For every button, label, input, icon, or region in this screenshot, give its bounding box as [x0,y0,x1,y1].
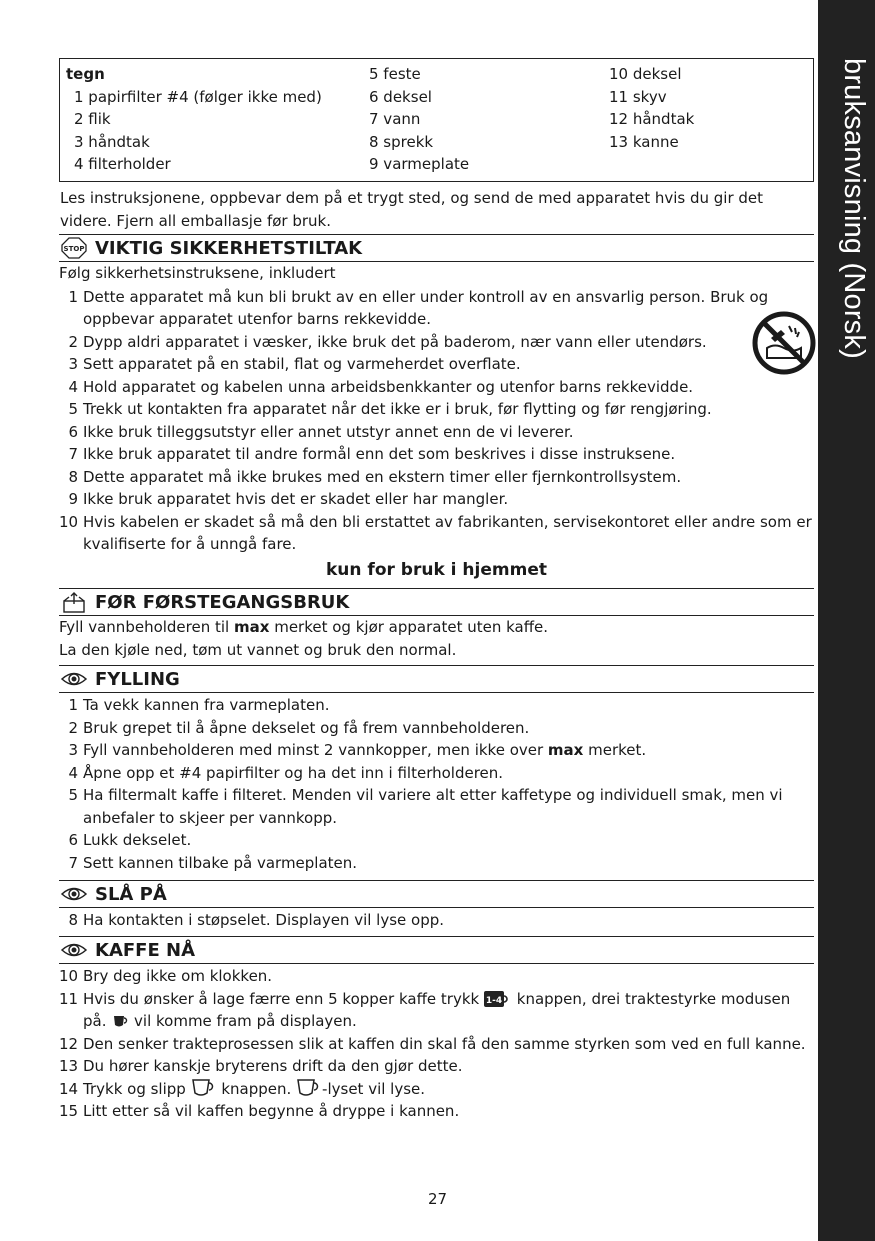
small-batch-button-icon [484,990,512,1008]
first-use-section [59,588,814,661]
legend-title: tegn [66,65,105,83]
first-use-line-1: Fyll vannbeholderen til max merket og kjør apparatet uten kaffe. [59,618,549,636]
list-item: 4 Hold apparatet og kabelen unna arbeidsbenkkanter og utenfor barns rekkevidde. [68,377,694,396]
first-use-heading [59,588,814,616]
list-item: 2 Dypp aldri apparatet i væsker, ikke bruk det på baderom, nær vann eller utendørs. [68,332,707,351]
no-water-warning-icon [751,310,817,376]
list-item: 7 Sett kannen tilbake på varmeplaten. [68,853,358,872]
list-item: 2 Bruk grepet til å åpne dekselet og få frem vannbeholderen. [68,718,530,737]
list-item: 7 Ikke bruk apparatet til andre formål enn det som beskrives i disse instruksene. [68,445,676,463]
filling-section [59,665,814,874]
list-item: 8 Dette apparatet må ikke brukes med en ekstern timer eller fjernkontrollsystem. [68,467,682,486]
safety-lead: Følg sikkerhetsinstruksene, inkludert [59,264,336,282]
filling-heading-text: FYLLING [95,668,180,690]
page-number: 27 [427,1190,448,1208]
legend-item: 13 kanne [609,132,679,151]
list-item: 6 Ikke bruk tilleggsutstyr eller annet utstyr annet enn de vi leverer. [68,422,574,441]
coffee-now-heading [59,936,814,964]
list-item: 3 Sett apparatet på en stabil, flat og varmeherdet overflate. [68,355,521,373]
list-item: 10 Hvis kabelen er skadet så må den bli erstattet av fabrikanten, servisekontoret eller andre som er kvalifiserte for å unngå fare. [59,512,812,553]
list-item: 5 Trekk ut kontakten fra apparatet når det ikke er i bruk, før flytting og før rengjøring. [68,400,712,418]
list-item: 5 Ha filtermalt kaffe i filteret. Menden vil variere alt etter kaffetype og individuell smak, men vi anbefaler to skjeer per vannkopp. [68,786,783,827]
legend-item: 3 håndtak [74,132,150,151]
intro-text: Les instruksjonene, oppbevar dem på et trygt sted, og send de med apparatet hvis du gir det videre. Fjern all emballasje før bruk. [60,189,764,230]
cup-button-icon [191,1078,217,1098]
list-item: 15 Litt etter så vil kaffen begynne å dryppe i kannen. [59,1102,460,1120]
list-item: 3 Fyll vannbeholderen med minst 2 vannkopper, men ikke over max merket. [68,741,647,759]
safety-list [59,286,814,556]
safety-section [59,234,814,556]
filling-heading [59,665,814,693]
home-use-note: kun for bruk i hjemmet [326,560,547,580]
unpack-box-icon [61,591,87,613]
first-use-heading-text: FØR FØRSTEGANGSBRUK [95,591,350,613]
legend-item: 7 vann [369,110,421,128]
switch-on-section [59,880,814,932]
legend-item: 6 deksel [369,87,432,106]
list-item: 1 Dette apparatet må kun bli brukt av en eller under kontroll av en ansvarlig person. Bruk og oppbevar apparatet utenfor barns rekkevidde. [68,287,769,328]
legend-column-2 [369,63,469,176]
svg-text:1-4: 1-4 [485,995,503,1006]
safety-heading-text: VIKTIG SIKKERHETSTILTAK [95,237,363,259]
list-item: 6 Lukk dekselet. [68,831,192,849]
legend-item: 9 varmeplate [369,155,470,173]
switch-on-heading-text: SLÅ PÅ [95,883,167,905]
filling-list [59,694,814,874]
list-item: 13 Du hører kanskje bryterens drift da den gjør dette. [59,1057,463,1075]
legend-item: 1 papirfilter #4 (følger ikke med) [74,87,322,106]
legend-item: 2 flik [74,110,111,128]
list-item: 8 Ha kontakten i støpselet. Displayen vil lyse opp. [68,911,445,929]
list-item: 11 Hvis du ønsker å lage færre enn 5 kopper kaffe trykk 1-4 knappen, drei traktestyrke modusen på. vil komme fram på displayen. [59,989,791,1030]
parts-legend [59,58,814,182]
list-item: 12 Den senker trakteprosessen slik at kaffen din skal få den samme styrken som ved en full kanne. [59,1034,806,1053]
sidebar-title: bruksanvisning (Norsk) [838,58,870,359]
list-item: 9 Ikke bruk apparatet hvis det er skadet eller har mangler. [68,490,509,508]
small-cup-icon [111,1012,129,1030]
list-item: 10 Bry deg ikke om klokken. [59,967,273,985]
legend-item: 11 skyv [609,87,667,106]
coffee-now-list [59,965,814,1123]
legend-item: 5 feste [369,65,421,83]
switch-on-heading [59,880,814,908]
svg-text:STOP: STOP [63,245,85,254]
first-use-line-2: La den kjøle ned, tøm ut vannet og bruk den normal. [59,640,457,659]
legend-item: 10 deksel [609,65,682,83]
coffee-now-section [59,936,814,1123]
coffee-now-heading-text: KAFFE NÅ [95,939,196,961]
stop-icon [61,237,87,259]
list-item: 4 Åpne opp et #4 papirfilter og ha det inn i filterholderen. [68,763,504,782]
legend-item: 8 sprekk [369,132,434,151]
legend-column-1 [66,63,322,176]
legend-item: 12 håndtak [609,110,695,128]
eye-icon [61,939,87,961]
eye-icon [61,668,87,690]
list-item: 14 Trykk og slipp knappen. -lyset vil lyse. [59,1079,426,1098]
safety-heading [59,234,814,262]
list-item: 1 Ta vekk kannen fra varmeplaten. [68,696,330,714]
eye-icon [61,883,87,905]
switch-on-list [59,909,814,932]
legend-item: 4 filterholder [74,155,171,173]
legend-column-3 [609,63,694,153]
cup-light-icon [296,1078,322,1098]
